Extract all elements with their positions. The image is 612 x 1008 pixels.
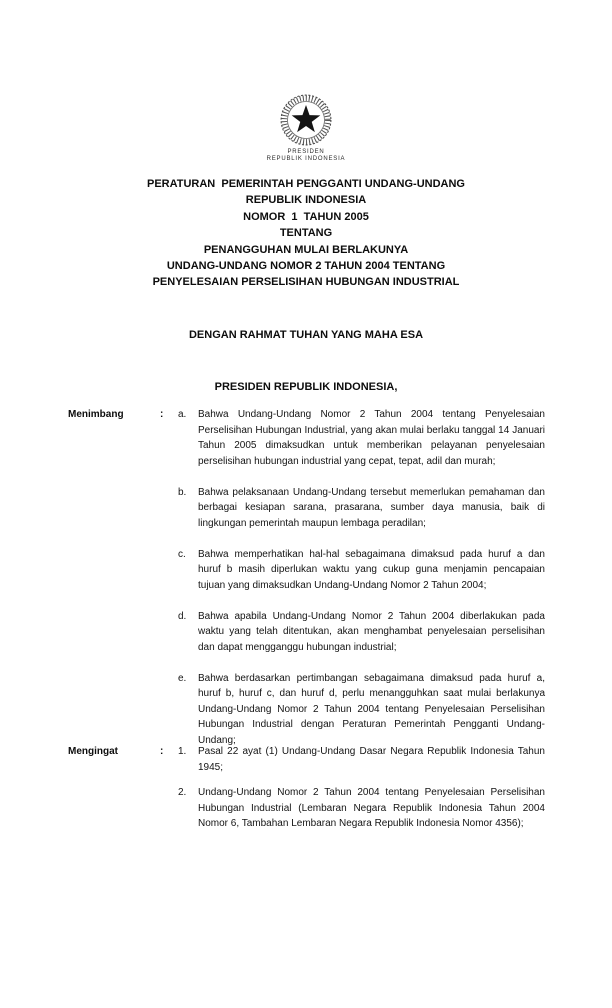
title-line-subject-1: PENANGGUHAN MULAI BERLAKUNYA xyxy=(203,243,409,256)
document-title xyxy=(0,176,612,291)
title-line-number-year: NOMOR 1 TAHUN 2005 xyxy=(243,210,369,223)
consideration-item xyxy=(178,671,545,749)
item-marker: a. xyxy=(178,409,187,420)
issuer-line: PRESIDEN REPUBLIK INDONESIA, xyxy=(214,381,398,393)
menimbang-label: Menimbang xyxy=(68,409,124,420)
item-text: Pasal 22 ayat (1) Undang-Undang Dasar Negara Republik Indonesia Tahun 1945; xyxy=(198,746,545,773)
item-marker: b. xyxy=(178,486,187,498)
item-marker: 2. xyxy=(178,787,187,798)
title-line-tentang: TENTANG xyxy=(279,227,333,240)
item-text: Bahwa memperhatikan hal-hal sebagaimana dimaksud pada huruf a dan huruf b masih diperlukan waktu yang cukup guna menjamin pencapaian tujuan yang dimaksudkan Undang-Undang Nomor 2 Tahun 2004; xyxy=(198,548,545,591)
title-line-subject-3: PENYELESAIAN PERSELISIHAN HUBUNGAN INDUSTRIAL xyxy=(152,276,460,289)
consideration-item xyxy=(178,609,545,656)
consideration-item xyxy=(178,485,545,532)
menimbang-items xyxy=(178,407,545,764)
presidential-seal-icon xyxy=(279,93,333,147)
item-text: Bahwa berdasarkan pertimbangan sebagaimana dimaksud pada huruf a, huruf b, huruf c, dan huruf d, perlu menangguhkan saat mulai berlakunya Undang-Undang Nomor 2 Tahun 2004 tentang Penyelesaian Perselisihan Hubungan Industrial dengan Peraturan Pemerintah Pengganti Undang-Undang; xyxy=(198,672,545,746)
item-text: Bahwa pelaksanaan Undang-Undang tersebut memerlukan pemahaman dan berbagai kesiapan sarana, prasarana, sumber daya manusia, baik di lingkungan pemerintah maupun lembaga peradilan; xyxy=(198,486,545,529)
item-marker: 1. xyxy=(178,746,187,757)
seal-caption xyxy=(0,149,612,163)
item-text: Undang-Undang Nomor 2 Tahun 2004 tentang Penyelesaian Perselisihan Hubungan Industrial (Lembaran Negara Republik Indonesia Tahun 2004 Nomor 6, Tambahan Lembaran Negara Republik Indonesia Nomor 4356); xyxy=(198,787,545,829)
menimbang-section xyxy=(68,407,545,764)
item-text: Bahwa Undang-Undang Nomor 2 Tahun 2004 tentang Penyelesaian Perselisihan Hubungan Industrial, yang akan mulai berlaku tanggal 14 Januari Tahun 2005 dimaksudkan untuk memberikan pelayanan penyelesaian perselisihan hubungan industrial yang cepat, tepat, adil dan murah; xyxy=(198,409,545,467)
title-line-country: REPUBLIK INDONESIA xyxy=(245,194,367,207)
item-marker: d. xyxy=(178,610,187,622)
mengingat-section xyxy=(68,744,545,842)
invocation-line: DENGAN RAHMAT TUHAN YANG MAHA ESA xyxy=(188,329,424,341)
menimbang-separator: : xyxy=(160,409,164,420)
item-marker: c. xyxy=(178,548,186,560)
seal-caption-line2: REPUBLIK INDONESIA xyxy=(266,156,346,162)
seal-block xyxy=(0,93,612,163)
mengingat-separator: : xyxy=(160,746,164,757)
item-marker: e. xyxy=(178,672,187,684)
seal-caption-line1: PRESIDEN xyxy=(287,149,325,155)
mengingat-label: Mengingat xyxy=(68,746,118,757)
title-line-subject-2: UNDANG-UNDANG NOMOR 2 TAHUN 2004 TENTANG xyxy=(166,260,446,273)
item-text: Bahwa apabila Undang-Undang Nomor 2 Tahun 2004 diberlakukan pada waktu yang telah ditentukan, akan menghambat penyelesaian perselisihan dan dapat mengganggu hubungan industrial; xyxy=(198,610,545,653)
legal-basis-item xyxy=(178,785,545,832)
mengingat-items xyxy=(178,744,545,842)
title-line-regulation-type: PERATURAN PEMERINTAH PENGGANTI UNDANG-UNDANG xyxy=(147,178,465,190)
legal-basis-item xyxy=(178,744,545,775)
consideration-item xyxy=(178,547,545,594)
consideration-item xyxy=(178,407,545,469)
